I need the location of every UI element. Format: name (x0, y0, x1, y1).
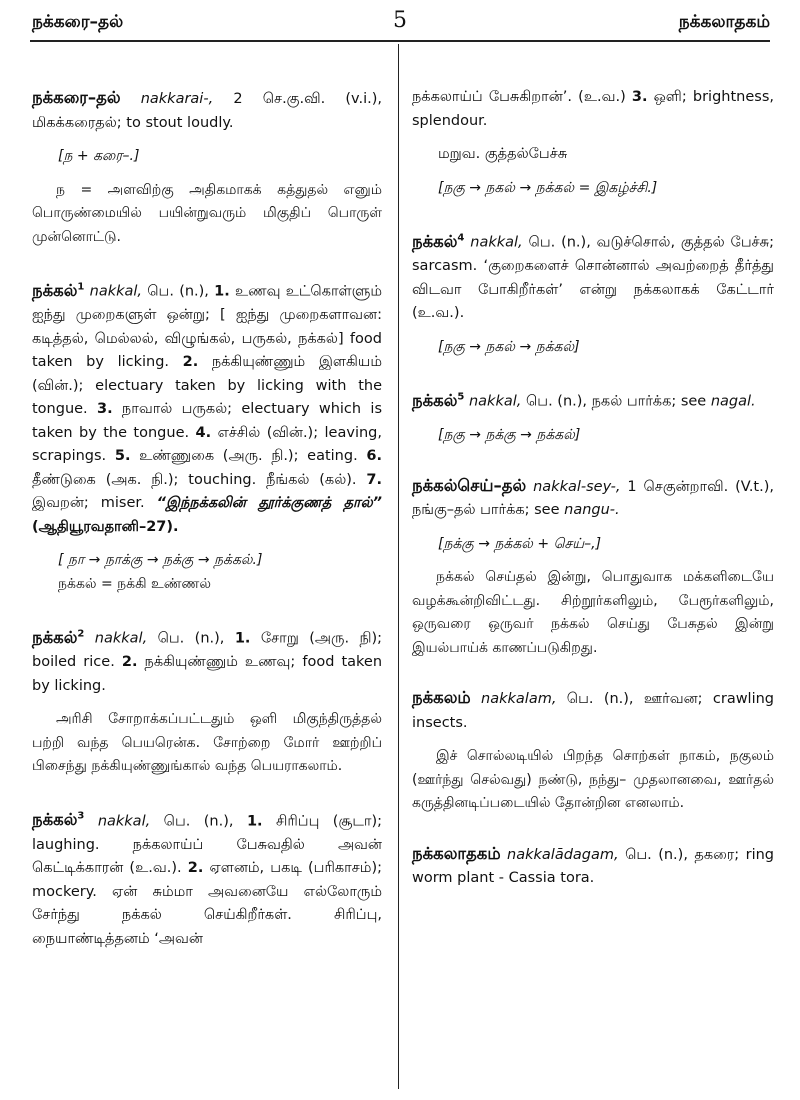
sense-text: சிரிப்பு (சூடா); laughing. நக்கலாய்ப் பேசுவதில் அவன் கெட்டிக்காரன் (உ.வ.). (32, 813, 382, 876)
transliteration: nakkal, (89, 283, 143, 300)
entry-nakkal-3 (32, 805, 382, 952)
headword: நக்கல்$^5$ (412, 390, 465, 410)
headword: நக்கல்செய்–தல் (412, 475, 527, 495)
cross-reference: nagal. (710, 393, 756, 410)
sense-text: உணவு உட்கொள்ளும் ஐந்து முறைகளுள் ஒன்று; [ ஐந்து முறைகளாவன: கடித்தல், மெல்லல், விழுங்கல், பருகல், நக்கல்] food taken by licking. (32, 283, 383, 370)
sense-text: நக்கியுண்ணும் உணவு; food taken by licking. (32, 654, 383, 694)
sense-number: 2. (182, 354, 199, 370)
transliteration: nakkal-sey-, (533, 478, 621, 495)
headword: நக்கரை–தல் (32, 88, 121, 107)
left-column (32, 86, 382, 977)
header-rule (30, 40, 770, 42)
definition: பெ. (n.), தகரை; ring worm plant - Cassia tora. (412, 846, 775, 886)
sense-number: 5. (114, 448, 131, 464)
grammar: பெ. (n.), (150, 813, 247, 829)
headword: நக்கல்$^3$ (32, 810, 85, 829)
sense-text: ஏளனம், பகடி (பரிகாசம்); mockery. ஏன் சும்மா அவனையே எல்லோரும் சேர்ந்து நக்கல் செய்கிறீர்கள். சிரிப்பு, நையாண்டித்தனம் ‘அவன் (32, 860, 382, 947)
definition: பெ. (n.), வடுச்சொல், குத்தல் பேச்சு; sarcasm. ‘குறைகளைச் சொன்னால் அவற்றைத் தீர்த்து விடவா போகிறீர்கள்’ என்று நக்கலாகக் கேட்டார் (உ.வ.). (412, 234, 774, 321)
headword: நக்கல்$^2$ (32, 627, 85, 647)
note: அரிசி சோறாக்கப்பட்டதும் ஒளி மிகுந்திருத்தல் பற்றி வந்த பெயரென்க. சோற்றை மோர் ஊற்றிப் பிசைந்து நக்கியுண்ணுங்கால் வந்த பெயராகலாம். (32, 711, 382, 774)
sense-text: எச்சில் (வின்.); leaving, scrapings. (32, 424, 382, 464)
sense-text: நக்கலாய்ப் பேசுகிறான்’. (உ.வ.) (412, 89, 632, 105)
sense-number: 1. (214, 283, 230, 300)
etymology: [ந + கரை–.] (58, 148, 140, 164)
sense-number: 4. (195, 424, 212, 441)
entry-nakkal-5 (412, 385, 774, 448)
sense-text: தீண்டுகை (அக. நி.); touching. நீங்கல் (கல்). (32, 471, 367, 488)
entry-nakkal-2 (32, 622, 382, 779)
grammar: பெ. (n.), (147, 630, 235, 647)
sense-text: நக்கியுண்ணும் இளகியம் (வின்.); electuary taken by licking with the tongue. (32, 354, 382, 417)
headword: நக்கல்$^1$ (32, 280, 85, 300)
running-head-left: நக்கரை–தல் (32, 12, 124, 32)
entry-nakkaladagam (412, 842, 774, 891)
sense-number: 3. (97, 401, 113, 417)
sense-text: சோறு (அரு. நி); boiled rice. (32, 630, 383, 670)
grammar: பெ. (n.), (142, 283, 215, 300)
column-divider (398, 44, 399, 1089)
etymology-line: [ நா → நாக்கு → நக்கு → நக்கல்.] (58, 552, 263, 568)
definition: மிகக்கரைதல்; to stout loudly. (32, 114, 234, 131)
entry-nakkal-4 (412, 226, 774, 359)
cross-reference: nangu-. (564, 502, 620, 518)
definition: 1 செகுன்றாவி. (V.t.), நங்கு–தல் பார்க்க; see (412, 478, 774, 518)
etymology (58, 549, 382, 596)
entry-nakkal-1 (32, 275, 382, 596)
definition: பெ. (n.), நகல் பார்க்க; see (521, 393, 711, 410)
sense-text: உண்ணுகை (அரு. நி.); eating. (130, 448, 367, 464)
etymology: [நக்கு → நக்கல் + செய்–,] (438, 535, 602, 552)
note: நக்கல் செய்தல் இன்று, பொதுவாக மக்களிடையே வழக்கூன்றிவிட்டது. சிற்றூர்களிலும், பேரூர்களிலும், ஒருவரை ஒருவர் நக்கல் செய்து பேசுதல் இன்று இயல்பாய்க் காணப்படுகிறது. (412, 569, 774, 656)
transliteration: nakkal, (94, 630, 148, 647)
transliteration: nakkarai-, (140, 91, 214, 107)
sense-text: நாவால் பருகல்; electuary which is taken by the tongue. (32, 401, 382, 441)
grammar: 2 செ.கு.வி. (v.i.), (213, 91, 382, 107)
entry-nakkal-sey (412, 474, 774, 661)
sense-number: 7. (366, 471, 382, 488)
sense-text: ஒளி; brightness, splendour. (412, 89, 774, 129)
etymology-gloss: நக்கல் = நக்கி உண்ணல் (58, 575, 211, 592)
headword: நக்கலாதகம் (412, 843, 501, 863)
etymology: [நகு → நகல் → நக்கல் = இகழ்ச்சி.] (438, 179, 658, 196)
transliteration: nakkal, (470, 234, 523, 251)
note: ந = அளவிற்கு அதிகமாகக் கத்துதல் எனும் பொருண்மையில் பயின்றுவரும் மிகுதிப் பொருள் முன்னொட்டு. (32, 181, 382, 245)
etymology: [நகு → நகல் → நக்கல்] (438, 338, 580, 355)
definition: பெ. (n.), ஊர்வன; crawling insects. (412, 691, 775, 731)
transliteration: nakkal, (468, 393, 522, 410)
running-head-right: நக்கலாதகம் (678, 12, 770, 32)
citation: (ஆதியூரவதானி–27). (32, 518, 179, 535)
transliteration: nakkalādagam, (507, 846, 619, 863)
sense-number: 1. (246, 813, 263, 829)
sense-number: 2. (187, 860, 204, 876)
note: இச் சொல்லடியில் பிறந்த சொற்கள் நாகம், நகுலம் (ஊர்ந்து செல்வது) நண்டு, நந்து– முதலானவை, ஊர்தல் கருத்தினடிப்படையில் தோன்றின எனலாம். (412, 748, 774, 811)
sense-number: 6. (366, 448, 382, 464)
entry-continuation (412, 86, 774, 200)
entry-nakkarai (32, 86, 382, 249)
sense-number: 1. (234, 630, 251, 647)
sense-number: 2. (121, 654, 138, 670)
headword: நக்கலம் (412, 688, 471, 707)
etymology: [நகு → நக்கு → நக்கல்] (438, 427, 581, 443)
transliteration: nakkal, (97, 813, 151, 829)
transliteration: nakkalam, (481, 691, 557, 707)
page-number: 5 (393, 8, 407, 33)
headword: நக்கல்$^4$ (412, 231, 465, 251)
right-column (412, 86, 774, 917)
entry-nakkalam (412, 686, 774, 816)
sense-text: இவறன்; miser. (32, 495, 157, 511)
synonym: மறுவ. குத்தல்பேச்சு (438, 146, 568, 162)
quotation: “இந்நக்கலின் தூர்க்குணத் தால்” (156, 495, 382, 511)
sense-number: 3. (631, 89, 648, 105)
